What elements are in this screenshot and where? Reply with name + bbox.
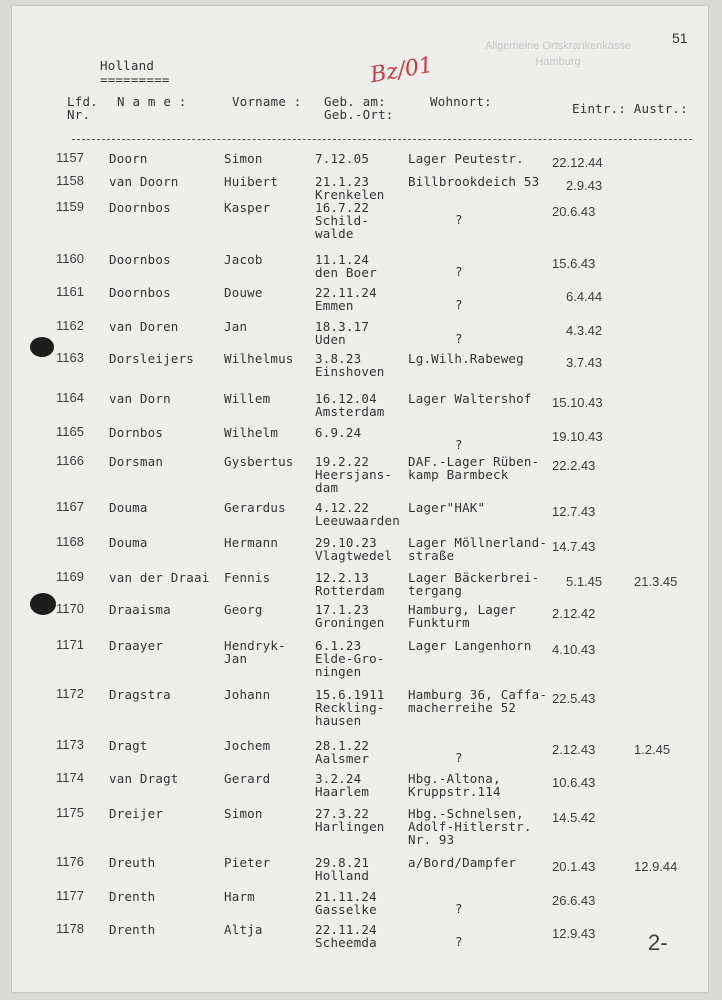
row-vorname: Johann — [224, 687, 271, 702]
row-wohnort: Billbrookdeich 53 — [408, 174, 540, 189]
row-eintr: 14.5.42 — [552, 810, 596, 825]
row-geb: 29.8.21 Holland — [315, 855, 370, 883]
row-geb: 19.2.22 Heersjans- dam — [315, 454, 393, 495]
row-eintr: 22.5.43 — [552, 691, 596, 706]
row-name: Dragstra — [109, 687, 171, 702]
row-name: Doornbos — [109, 252, 171, 267]
row-vorname: Kasper — [224, 200, 271, 215]
header-eintr-austr: Eintr.: Austr.: — [572, 101, 688, 116]
row-vorname: Jacob — [224, 252, 263, 267]
row-number: 1168 — [56, 534, 84, 549]
row-vorname: Huibert — [224, 174, 279, 189]
row-geb: 18.3.17 Uden — [315, 319, 370, 347]
row-number: 1166 — [56, 453, 84, 468]
header-divider — [72, 139, 692, 140]
row-eintr: 10.6.43 — [552, 775, 596, 790]
row-geb: 22.11.24 Scheemda — [315, 922, 377, 950]
insurer-stamp — [478, 38, 638, 70]
row-number: 1160 — [56, 251, 84, 266]
row-eintr: 2.9.43 — [566, 178, 603, 193]
row-vorname: Wilhelmus — [224, 351, 294, 366]
row-vorname: Fennis — [224, 570, 271, 585]
row-wohnort: Hamburg 36, Caffa- macherreihe 52 — [408, 687, 548, 715]
row-number: 1174 — [56, 770, 84, 785]
row-name: Doornbos — [109, 200, 171, 215]
row-austr: 21.3.45 — [634, 574, 678, 589]
row-wohnort: Lager Waltershof — [408, 391, 532, 406]
row-name: Dreuth — [109, 855, 156, 870]
row-name: van Doren — [109, 319, 179, 334]
row-eintr: 2.12.43 — [552, 742, 596, 757]
row-geb: 7.12.05 — [315, 151, 370, 166]
row-vorname: Harm — [224, 889, 255, 904]
row-name: van Dragt — [109, 771, 179, 786]
row-geb: 21.1.23 Krenkelen — [315, 174, 385, 202]
row-name: Dragt — [109, 738, 148, 753]
row-vorname: Jan — [224, 319, 248, 334]
row-number: 1175 — [56, 805, 84, 820]
row-vorname: Hermann — [224, 535, 279, 550]
row-name: Dorsleijers — [109, 351, 194, 366]
row-eintr: 20.1.43 — [552, 859, 596, 874]
row-wohnort: ? — [455, 934, 463, 949]
row-number: 1159 — [56, 199, 84, 214]
row-wohnort: Lager Möllnerland- straße — [408, 535, 548, 563]
ink-blot — [30, 593, 56, 615]
row-name: Doorn — [109, 151, 148, 166]
row-vorname: Altja — [224, 922, 263, 937]
row-eintr: 19.10.43 — [552, 429, 603, 444]
header-lfd-nr: Lfd. Nr. — [67, 94, 98, 122]
row-name: van Doorn — [109, 174, 179, 189]
row-name: van der Draai — [109, 570, 210, 585]
row-eintr: 22.2.43 — [552, 458, 596, 473]
row-number: 1169 — [56, 569, 84, 584]
row-name: Draayer — [109, 638, 164, 653]
header-geb: Geb. am: Geb.-Ort: — [324, 94, 394, 122]
row-geb: 28.1.22 Aalsmer — [315, 738, 370, 766]
row-name: van Dorn — [109, 391, 171, 406]
row-number: 1171 — [56, 637, 84, 652]
row-geb: 17.1.23 Groningen — [315, 602, 385, 630]
row-number: 1176 — [56, 854, 84, 869]
row-wohnort: Lg.Wilh.Rabeweg — [408, 351, 524, 366]
row-number: 1178 — [56, 921, 84, 936]
row-eintr: 20.6.43 — [552, 204, 596, 219]
row-wohnort: ? — [455, 437, 463, 452]
row-vorname: Gerard — [224, 771, 271, 786]
row-geb: 6.9.24 — [315, 425, 362, 440]
row-wohnort: ? — [455, 264, 463, 279]
row-number: 1167 — [56, 499, 84, 514]
row-name: Dorsman — [109, 454, 164, 469]
row-vorname: Hendryk- Jan — [224, 638, 286, 666]
stamp-line2: Hamburg — [535, 56, 581, 68]
row-name: Douma — [109, 500, 148, 515]
row-eintr: 22.12.44 — [552, 155, 603, 170]
row-number: 1172 — [56, 686, 84, 701]
row-number: 1164 — [56, 390, 84, 405]
row-geb: 3.8.23 Einshoven — [315, 351, 385, 379]
row-eintr: 2.12.42 — [552, 606, 596, 621]
row-geb: 22.11.24 Emmen — [315, 285, 377, 313]
row-austr: 12.9.44 — [634, 859, 678, 874]
row-eintr: 3.7.43 — [566, 355, 603, 370]
row-eintr: 12.7.43 — [552, 504, 596, 519]
row-number: 1162 — [56, 318, 84, 333]
row-vorname: Douwe — [224, 285, 263, 300]
row-vorname: Wilhelm — [224, 425, 279, 440]
page-title: Holland — [100, 58, 155, 73]
red-archive-mark: Bz/01 — [368, 52, 435, 89]
row-wohnort: ? — [455, 901, 463, 916]
row-vorname: Gysbertus — [224, 454, 294, 469]
row-name: Dornbos — [109, 425, 164, 440]
row-austr: 1.2.45 — [634, 742, 671, 757]
ink-blot — [30, 337, 54, 357]
row-eintr: 5.1.45 — [566, 574, 603, 589]
stamp-line1: Allgemeine Ortskrankenkasse — [484, 40, 632, 52]
row-vorname: Gerardus — [224, 500, 286, 515]
row-number: 1165 — [56, 424, 84, 439]
row-wohnort: Lager Peutestr. — [408, 151, 524, 166]
row-wohnort: Hbg.-Altona, Kruppstr.114 — [408, 771, 501, 799]
row-geb: 6.1.23 Elde-Gro- ningen — [315, 638, 385, 679]
row-geb: 16.7.22 Schild- walde — [315, 200, 370, 241]
row-wohnort: ? — [455, 331, 463, 346]
row-name: Dreijer — [109, 806, 164, 821]
title-underline: ========= — [100, 72, 170, 87]
row-wohnort: Lager Langenhorn — [408, 638, 532, 653]
row-name: Douma — [109, 535, 148, 550]
row-geb: 15.6.1911 Reckling- hausen — [315, 687, 385, 728]
row-geb: 3.2.24 Haarlem — [315, 771, 370, 799]
row-name: Drenth — [109, 889, 156, 904]
row-eintr: 6.4.44 — [566, 289, 603, 304]
document-page — [12, 6, 708, 992]
row-geb: 4.12.22 Leeuwaarden — [315, 500, 400, 528]
row-eintr: 12.9.43 — [552, 926, 596, 941]
header-vorname: Vorname : — [232, 94, 302, 109]
row-wohnort: a/Bord/Dampfer — [408, 855, 517, 870]
row-wohnort: DAF.-Lager Rüben- kamp Barmbeck — [408, 454, 540, 482]
row-eintr: 15.10.43 — [552, 395, 603, 410]
row-geb: 11.1.24 den Boer — [315, 252, 377, 280]
row-name: Drenth — [109, 922, 156, 937]
row-wohnort: Hbg.-Schnelsen, Adolf-Hitlerstr. Nr. 93 — [408, 806, 532, 847]
row-geb: 12.2.13 Rotterdam — [315, 570, 385, 598]
row-vorname: Jochem — [224, 738, 271, 753]
row-geb: 29.10.23 Vlagtwedel — [315, 535, 393, 563]
row-wohnort: ? — [455, 750, 463, 765]
row-eintr: 4.3.42 — [566, 323, 603, 338]
row-wohnort: ? — [455, 297, 463, 312]
row-number: 1158 — [56, 173, 84, 188]
header-wohnort: Wohnort: — [430, 94, 492, 109]
row-vorname: Simon — [224, 151, 263, 166]
header-name: N a m e : — [117, 94, 187, 109]
row-vorname: Georg — [224, 602, 263, 617]
row-number: 1161 — [56, 284, 84, 299]
row-vorname: Pieter — [224, 855, 271, 870]
row-wohnort: Hamburg, Lager Funkturm — [408, 602, 517, 630]
row-name: Doornbos — [109, 285, 171, 300]
row-geb: 21.11.24 Gasselke — [315, 889, 377, 917]
row-geb: 27.3.22 Harlingen — [315, 806, 385, 834]
row-eintr: 4.10.43 — [552, 642, 596, 657]
row-vorname: Simon — [224, 806, 263, 821]
row-eintr: 15.6.43 — [552, 256, 596, 271]
row-number: 1157 — [56, 150, 84, 165]
row-eintr: 14.7.43 — [552, 539, 596, 554]
row-name: Draaisma — [109, 602, 171, 617]
row-number: 1173 — [56, 737, 84, 752]
row-wohnort: Lager Bäckerbrei- tergang — [408, 570, 540, 598]
row-wohnort: Lager"HAK" — [408, 500, 486, 515]
row-eintr: 26.6.43 — [552, 893, 596, 908]
row-number: 1177 — [56, 888, 84, 903]
row-number: 1163 — [56, 350, 84, 365]
row-vorname: Willem — [224, 391, 271, 406]
row-number: 1170 — [56, 601, 84, 616]
row-geb: 16.12.04 Amsterdam — [315, 391, 385, 419]
row-wohnort: ? — [455, 212, 463, 227]
bottom-handwritten-mark: 2- — [648, 930, 668, 955]
page-number: 51 — [672, 30, 688, 46]
